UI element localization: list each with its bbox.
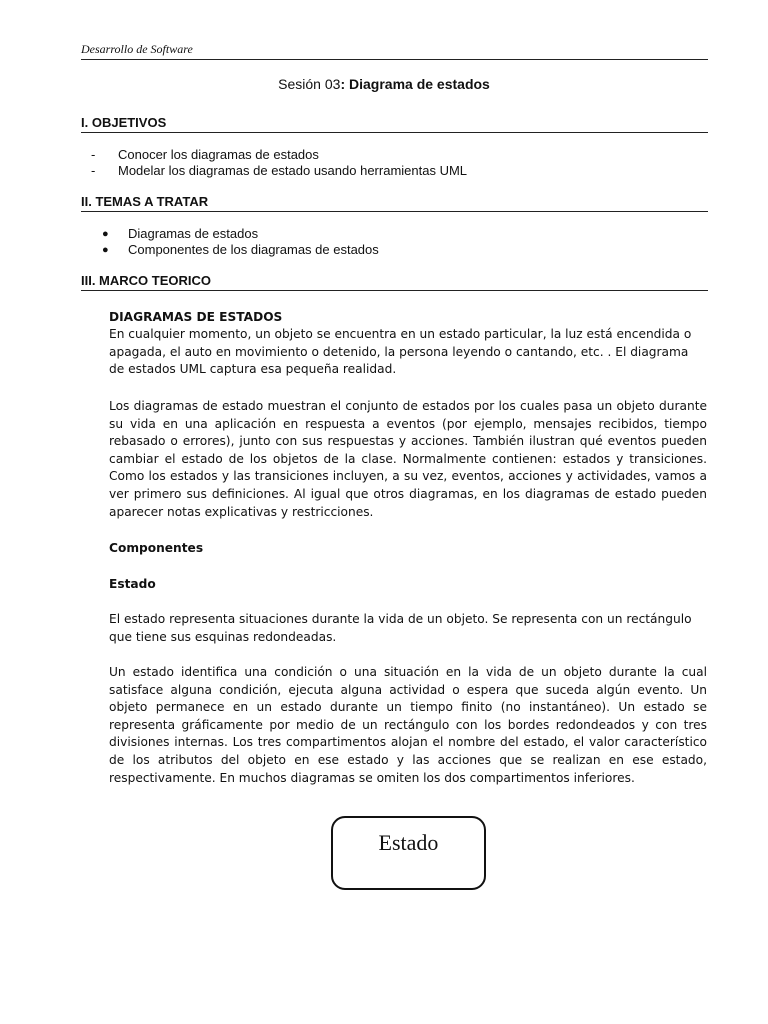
objetivos-list xyxy=(91,147,467,179)
subheading-componentes: Componentes xyxy=(109,541,204,555)
list-item-text: Conocer los diagramas de estados xyxy=(118,147,319,162)
list-item xyxy=(102,226,379,242)
bullet-icon: ● xyxy=(102,244,109,256)
page-title xyxy=(0,76,768,92)
section-heading-marco: III. MARCO TEORICO xyxy=(81,273,708,291)
title-separator: : xyxy=(340,76,346,92)
state-diagram-box xyxy=(331,816,486,890)
list-item-text: Componentes de los diagramas de estados xyxy=(128,242,379,257)
section-heading-objetivos: I. OBJETIVOS xyxy=(81,115,708,133)
subheading-diagramas: DIAGRAMAS DE ESTADOS xyxy=(109,310,283,324)
paragraph-estado-definicion: El estado representa situaciones durante la vida de un objeto. Se representa con un rectángulo que tiene sus esquinas redondeadas. xyxy=(109,612,692,644)
title-prefix: Sesión 03 xyxy=(278,76,341,92)
paragraph-estado-detalle: Un estado identifica una condición o una situación en la vida de un objeto durante la cual satisface alguna condición, ejecuta alguna actividad o espera que suceda algún evento. Un objeto permanece en un estado durante un tiempo finito (no instantáneo). Un estado se representa gráficamente por medio de un rectángulo con los bordes redondeados y con tres divisiones internas. Los tres compartimentos alojan el nombre del estado, el valor característico de los atributos del objeto en ese estado y las acciones que se realizan en ese estado, respectivamente. En muchos diagramas se omiten los dos compartimentos inferiores. xyxy=(109,665,707,785)
list-item-text: Diagramas de estados xyxy=(128,226,259,241)
temas-list xyxy=(102,226,379,258)
list-item xyxy=(91,147,467,163)
paragraph-estados: Los diagramas de estado muestran el conjunto de estados por los cuales pasa un objeto durante su vida en una aplicación en respuesta a eventos (por ejemplo, mensajes recibidos, tiempo rebasado o errores), junto con sus respuestas y acciones. También ilustran qué eventos pueden cambiar el estado de los objetos de la clase. Normalmente contienen: estados y transiciones. Como los estados y las transiciones incluyen, a su vez, eventos, acciones y actividades, vamos a ver primero sus definiciones. Al igual que otros diagramas, en los diagramas de estado pueden aparecer notas explicativas y restricciones. xyxy=(109,399,707,519)
title-main: Diagrama de estados xyxy=(345,76,490,92)
bullet-icon: ● xyxy=(102,228,109,240)
dash-marker: - xyxy=(91,147,96,162)
list-item xyxy=(102,242,379,258)
state-label: Estado xyxy=(378,830,439,855)
list-item xyxy=(91,163,467,179)
running-header xyxy=(81,42,708,60)
dash-marker: - xyxy=(91,163,96,178)
subheading-estado: Estado xyxy=(109,577,156,591)
paragraph-intro: En cualquier momento, un objeto se encuentra en un estado particular, la luz está encendida o apagada, el auto en movimiento o detenido, la persona leyendo o cantando, etc. . El diagrama de estados UML captura esa pequeña realidad. xyxy=(109,327,692,377)
course-name: Desarrollo de Software xyxy=(81,42,193,56)
section-heading-temas: II. TEMAS A TRATAR xyxy=(81,194,708,212)
list-item-text: Modelar los diagramas de estado usando herramientas UML xyxy=(118,163,468,178)
